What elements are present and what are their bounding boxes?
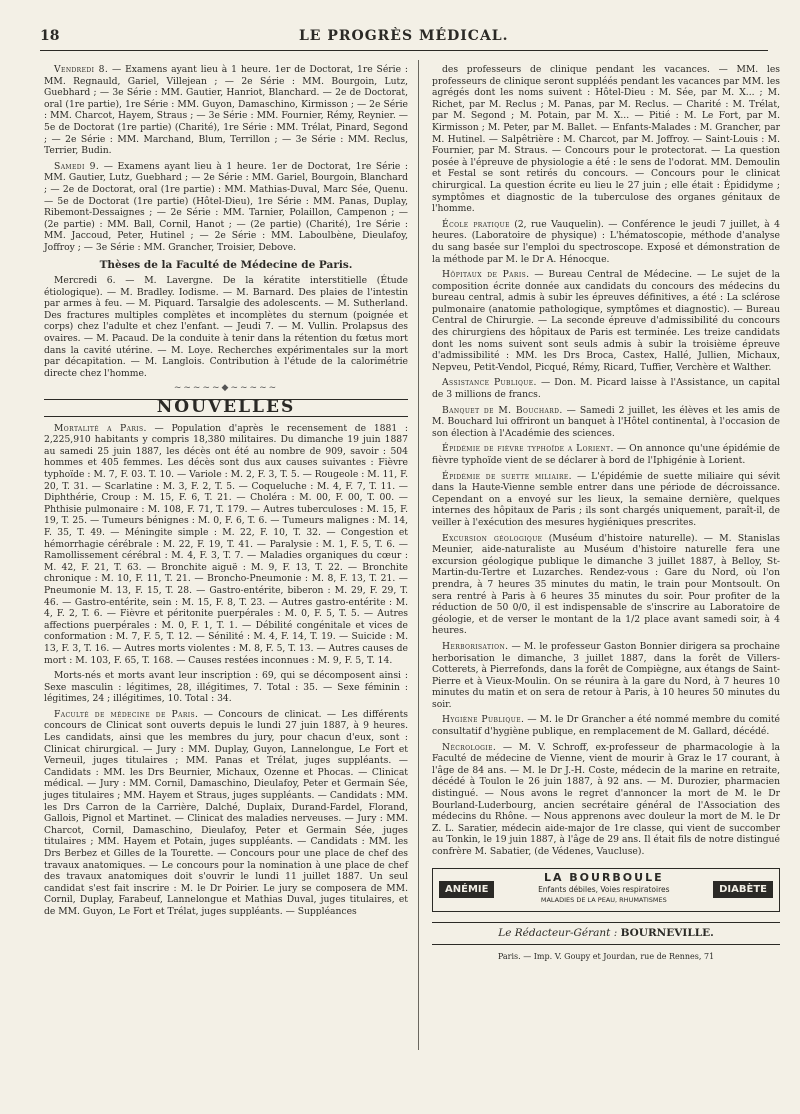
epidemie-typhoide-text: — On annonce qu'une épidémie de fièvre typhoïde vient de se déclarer à bord de l'Iphigénie à Lorient.: [432, 443, 780, 466]
hopitaux-paragraph: [432, 269, 780, 373]
ornament-divider: ~~~~~◆~~~~~: [173, 383, 279, 394]
faculte-paragraph: [44, 709, 408, 918]
banquet-lead: Banquet de M. Bouchard.: [442, 404, 563, 416]
necrologie-paragraph: [432, 742, 780, 858]
journal-title: LE PROGRÈS MÉDICAL.: [298, 28, 509, 44]
theses-title: Thèses de la Faculté de Médecine de Paris.: [99, 258, 353, 271]
ad-line1: Enfants débiles, Voies respiratoires: [538, 884, 670, 894]
exam-saturday-text: — Examens ayant lieu à 1 heure. 1er de Doctorat, 1re Série : MM. Gautier, Lutz, Guebhard ; — 2e Série : MM. Gariel, Bourgoin, Blanchard ; — 2e de Doctorat, oral (1re partie) : MM. Mathias-Duval, Marc Sée, Quenu. — 5e de Doctorat (1re partie) (Hôtel-Dieu), 1re Série : MM. Panas, Duplay, Ribemont-Dessaignes ; — 2e Série : MM. Tarnier, Polaillon, Campenon ; — (2e partie) : MM. Ball, Cornil, Hanot ; — (2e partie) (Charité), 1re Série : MM. Jaccoud, Peter, Hutinel ; — 2e Série : MM. Laboulbène, Dieulafoy, Joffroy ; — 3e Série : MM. Grancher, Troisier, Debove.: [44, 160, 408, 253]
mortalite-lead: Mortalité a Paris.: [54, 422, 147, 434]
ecole-paragraph: [432, 219, 780, 265]
suette-lead: Épidémie de suette miliaire.: [442, 470, 572, 482]
mortalite-text: — Population d'après le recensement de 1881 : 2,225,910 habitants y compris 18,380 militaires. Du dimanche 19 juin 1887 au samedi 25 juin 1887, les décès ont été au nombre de 909, savoir : 504 hommes et 405 femmes. Les décès sont dus aux causes suivantes : Fièvre typhoïde : M. 7, F. 03. T. 10. — Variole : M. 2, F. 3, T. 5. — Rougeole : M. 11, F. 20, T. 31. — Scarlatine : M. 3, F. 2, T. 5. — Coqueluche : M. 4, F. 7, T. 11. — Diphthérie, Croup : M. 15, F. 6, T. 21. — Choléra : M. 00, F. 00, T. 00. — Phthisie pulmonaire : M. 108, F. 71, T. 179. — Autres tuberculoses : M. 15, F. 19, T. 25. — Tumeurs bénignes : M. 0, F. 6, T. 6. — Tumeurs malignes : M. 14, F. 35, T. 49. — Méningite simple : M. 22, F. 10, T. 32. — Congestion et hémorrhagie cérébrale : M. 22, F. 19, T. 41. — Paralysie : M. 1, F. 5, T. 6. — Ramollissement cérébral : M. 4, F. 3, T. 7. — Maladies organiques du cœur : M. 42, F. 21, T. 63. — Bronchite aiguë : M. 9, F. 13, T. 22. — Bronchite chronique : M. 10, F. 11, T. 21. — Broncho-Pneumonie : M. 8, F. 13, T. 21. — Pneumonie M. 13, F. 15, T. 28. — Gastro-entérite, biberon : M. 29, F. 29, T. 46. — Gastro-entérite, sein : M. 15, F. 8, T. 23. — Autres gastro-entérite : M. 4, F. 2, T. 6. — Fièvre et péritonite puerpérales : M. 0, F. 5, T. 5. — Autres affections puerpérales : M. 0, F. 1, T. 1. — Débilité congénitale et vices de conformation : M. 7, F. 5, T. 12. — Sénilité : M. 4, F. 14, T. 19. — Suicide : M. 13, F. 3, T. 16. — Autres morts violentes : M. 8, F. 5, T. 13. — Autres causes de mort : M. 103, F. 65, T. 168. — Causes restées inconnues : M. 9, F. 5, T. 14.: [44, 422, 409, 666]
exam-saturday-lead: Samedi 9.: [54, 160, 100, 172]
ad-line2: MALADIES DE LA PEAU, RHUMATISMES: [540, 896, 667, 905]
herborisation-paragraph: [432, 641, 780, 711]
gerant-line: [432, 922, 780, 946]
theses-paragraph: Mercredi 6. — M. Lavergne. De la kératite interstitielle (Étude étiologique). — M. Bradley. Iodisme. — M. Barnard. Des plaies de l'intestin par armes à feu. — M. Piquard. Tarsalgie des adolescents. — M. Sutherland. Des fractures multiples complètes et incomplètes du sternum (poignée et corps) chez l'adulte et chez l'enfant. — Jeudi 7. — M. Vullin. Prolapsus des ovaires. — M. Pacaud. De la conduite à tenir dans la rétention du fœtus mort dans la cavité utérine. — M. Loye. Recherches expérimentales sur la mort par décapitation. — M. Langlois. Contribution à l'étude de la calorimétrie directe chez l'homme.: [44, 275, 408, 379]
ecole-lead: École pratique: [442, 218, 510, 230]
herborisation-text: — M. le professeur Gaston Bonnier dirigera sa prochaine herborisation le dimanche, 3 juillet 1887, dans la forêt de Villers-Cotterets, à Pierrefonds, dans la forêt de Compiègne, aux étangs de Saint-Pierre et à Vieux-Moulin. On se réunira à la gare du Nord, à 7 heures 10 minutes du matin et on sera de retour à Paris, à 10 heures 50 minutes du soir.: [432, 640, 780, 710]
ad-badge-anemie: ANÉMIE: [439, 881, 494, 899]
hygiene-paragraph: [432, 714, 780, 737]
assistance-paragraph: [432, 377, 780, 400]
morts-nes-paragraph: Morts-nés et morts avant leur inscription : 69, qui se décomposent ainsi : Sexe masculin : légitimes, 28, illégitimes, 7. Total : 35. — Sexe féminin : légitimes, 24 ; illégitimes, 10. Total : 34.: [44, 670, 408, 705]
necrologie-lead: Nécrologie.: [442, 741, 497, 753]
suette-paragraph: [432, 471, 780, 529]
printer-line: Paris. — Imp. V. Goupy et Jourdan, rue de Rennes, 71: [497, 952, 715, 962]
page-header: [40, 28, 768, 51]
ad-brand: LA BOURBOULE: [543, 871, 664, 885]
epidemie-typhoide-paragraph: [432, 443, 780, 466]
excursion-text: (Muséum d'histoire naturelle). — M. Stanislas Meunier, aide-naturaliste au Muséum d'histoire naturelle fera une excursion géologique publique le dimanche 3 juillet 1887, à Belloy, St-Martin-du-Tertre et Luzarches. Rendez-vous : Gare du Nord, où l'on prendra, à 7 heures 35 minutes du matin, le train pour Montsoult. On sera rentré à Paris à 6 heures 35 minutes du soir. Pour profiter de la réduction de 50 0/0, il est indispensable de s'inscrire au Laboratoire de géologie, et de verser le montant de la 1/2 place avant samedi soir, à 4 heures.: [432, 532, 781, 637]
hygiene-text: — M. le Dr Grancher a été nommé membre du comité consultatif d'hygiène publique, en remplacement de M. Gallard, décédé.: [432, 714, 780, 738]
suette-text: — L'épidémie de suette miliaire qui sévit dans la Haute-Vienne semble entrer dans une période de décroissance. Cependant on a envoyé sur les lieux, la semaine dernière, quelques internes des hôpitaux de Paris ; ils sont chargés uniquement, paraît-il, de veiller à l'exécution des mesures hygiéniques prescrites.: [432, 470, 780, 528]
exam-friday-text: — Examens ayant lieu à 1 heure. 1er de Doctorat, 1re Série : MM. Regnauld, Gariel, Villejean ; — 2e Série : MM. Bourgoin, Lutz, Guebhard ; — 3e Série : MM. Gautier, Hanriot, Blanchard. — 2e de Doctorat, oral (1re partie), 1re Série : MM. Guyon, Damaschino, Kirmisson ; — 2e Série : MM. Charcot, Hayem, Straus ; — 3e Série : MM. Fournier, Rémy, Reynier. — 5e de Doctorat (1re partie) (Charité), 1re Série : MM. Trélat, Pinard, Segond ; — 2e Série : MM. Marchand, Blum, Terrillon ; — 3e Série : MM. Reclus, Terrier, Budin.: [44, 64, 408, 157]
exam-friday-paragraph: [44, 64, 408, 157]
gerant-role: Le Rédacteur-Gérant :: [498, 926, 618, 939]
herborisation-lead: Herborisation.: [442, 640, 509, 652]
ecole-text: (2, rue Vauquelin). — Conférence le jeudi 7 juillet, à 4 heures. (Laboratoire de physique) : L'hématoscopie, méthode d'analyse du sang basée sur l'emploi du spectroscope. Exposé et démonstration de la méthode par M. le Dr A. Hénocque.: [432, 218, 780, 265]
epidemie-typhoide-lead: Épidémie de fièvre typhoïde a Lorient.: [442, 443, 614, 455]
ad-badge-diabete: DIABÈTE: [713, 881, 773, 899]
suppleances-paragraph: des professeurs de clinique pendant les vacances. — MM. les professeurs de clinique seront suppléés pendant les vacances par MM. les agrégés dont les noms suivent : Hôtel-Dieu : M. Sée, par M. X... ; M. Richet, par M. Reclus ; M. Panas, par M. Reclus. — Charité : M. Trélat, par M. Segond ; M. Potain, par M. X... — Pitié : M. Le Fort, par M. Kirmisson ; M. Peter, par M. Ballet. — Enfants-Malades : M. Grancher, par M. Hutinel. — Salpêtrière : M. Charcot, par M. Joffroy. — Saint-Louis : M. Fournier, par M. Straus. — Concours pour le protectorat. — La question posée à l'épreuve de physiologie a été : le sens de l'odorat. MM. Demoulin et Festal se sont retirés du concours. — Concours pour le clinicat chirurgical. La question écrite eu lieu le 27 juin ; elle était : Épididyme ; symptômes et diagnostic de la tuberculose des organes génitaux de l'homme.: [432, 64, 780, 215]
exam-saturday-paragraph: [44, 161, 408, 254]
excursion-paragraph: [432, 533, 780, 637]
necrologie-text: — M. V. Schroff, ex-professeur de pharmacologie à la Faculté de médecine de Vienne, vient de mourir à Graz le 17 courant, à l'âge de 84 ans. — M. le Dr J.-H. Coste, médecin de la marine en retraite, décédé à Toulon le 26 juin 1887, à 92 ans. — M. Durozier, pharmacien distingué. — Nous avons le regret d'annoncer la mort de M. le Dr Bourland-Luderbourg, ancien secrétaire général de l'Association des médecins du Rhône. — Nous apprenons avec douleur la mort de M. le Dr Z. L. Saratier, médecin aide-major de 1re classe, qui vient de succomber au Tonkin, le 19 juin 1887, à l'âge de 29 ans. Il était fils de notre distingué confrère M. Sabatier, (de Védenes, Vaucluse).: [432, 741, 780, 857]
hopitaux-lead: Hôpitaux de Paris.: [442, 269, 530, 281]
banquet-paragraph: [432, 405, 780, 440]
bourboule-advertisement: [432, 868, 780, 912]
hygiene-lead: Hygiène Publique.: [442, 714, 525, 726]
nouvelles-heading: NOUVELLES: [44, 399, 408, 417]
right-column: [432, 64, 780, 963]
excursion-lead: Excursion géologique: [442, 532, 543, 544]
assistance-text: — Don. M. Picard laisse à l'Assistance, un capital de 3 millions de francs.: [432, 377, 780, 401]
hopitaux-text: — Bureau Central de Médecine. — Le sujet de la composition écrite donnée aux candidats du concours des médecins du bureau central, admis à subir les épreuves définitives, a été : La sclérose pulmonaire (anatomie pathologique, symptômes et diagnostic). — Bureau Central de Chirurgie. — La seconde épreuve d'admissibilité du concours des chirurgiens des hôpitaux de Paris est terminée. Les treize candidats dont les noms suivent sont seuls admis à subir la troisième épreuve d'admissibilité : MM. les Drs Broca, Castex, Hallé, Jullien, Michaux, Nepveu, Petit-Vendol, Picqué, Rémy, Ricard, Tuffier, Verchère et Walther.: [432, 269, 780, 373]
column-divider: [418, 60, 419, 1050]
page-number: 18: [40, 28, 60, 44]
gerant-name: BOURNEVILLE.: [620, 926, 714, 939]
exam-friday-lead: Vendredi 8.: [54, 64, 109, 75]
left-column: [44, 64, 408, 922]
assistance-lead: Assistance Publique.: [442, 377, 537, 389]
faculte-text: — Concours de clinicat. — Les différents concours de Clinicat sont ouverts depuis le lundi 27 juin 1887, à 9 heures. Les candidats, ainsi que les membres du jury, pour chacun d'eux, sont : Clinicat chirurgical. — Jury : MM. Duplay, Guyon, Lannelongue, Le Fort et Verneuil, juges titulaires ; MM. Panas et Trélat, juges suppléants. — Candidats : MM. les Drs Beurnier, Michaux, Ozenne et Phocas. — Clinicat médical. — Jury : MM. Cornil, Damaschino, Dieulafoy, Peter et Germain Sée, juges titulaires ; MM. Hayem et Straus, juges suppléants. — Candidats : MM. les Drs Carron de la Carrière, Dalché, Duplaix, Durand-Fardel, Florand, Gallois, Pignol et Martinet. — Clinicat des maladies nerveuses. — Jury : MM. Charcot, Cornil, Damaschino, Dieulafoy, Peter et Germain Sée, juges titulaires ; MM. Hayem et Potain, juges suppléants. — Candidats : MM. les Drs Berbez et Gilles de la Tourette. — Concours pour une place de chef des travaux anatomiques. — Le concours pour la nomination à une place de chef des travaux anatomiques doit s'ouvrir le lundi 11 juillet 1887. Un seul candidat s'est fait inscrire : M. le Dr Poirier. Le jury se composera de MM. Cornil, Duplay, Farabeuf, Lannelongue et Mathias Duval, juges titulaires, et de MM. Guyon, Le Fort et Trélat, juges suppléants. — Suppléances: [44, 708, 408, 917]
banquet-text: — Samedi 2 juillet, les élèves et les amis de M. Bouchard lui offriront un banquet à l'Hôtel continental, à l'occasion de son élection à l'Académie des sciences.: [432, 404, 780, 439]
mortalite-paragraph: [44, 423, 408, 666]
faculte-lead: Faculté de médecine de Paris.: [54, 708, 199, 720]
ad-center: [538, 872, 669, 907]
